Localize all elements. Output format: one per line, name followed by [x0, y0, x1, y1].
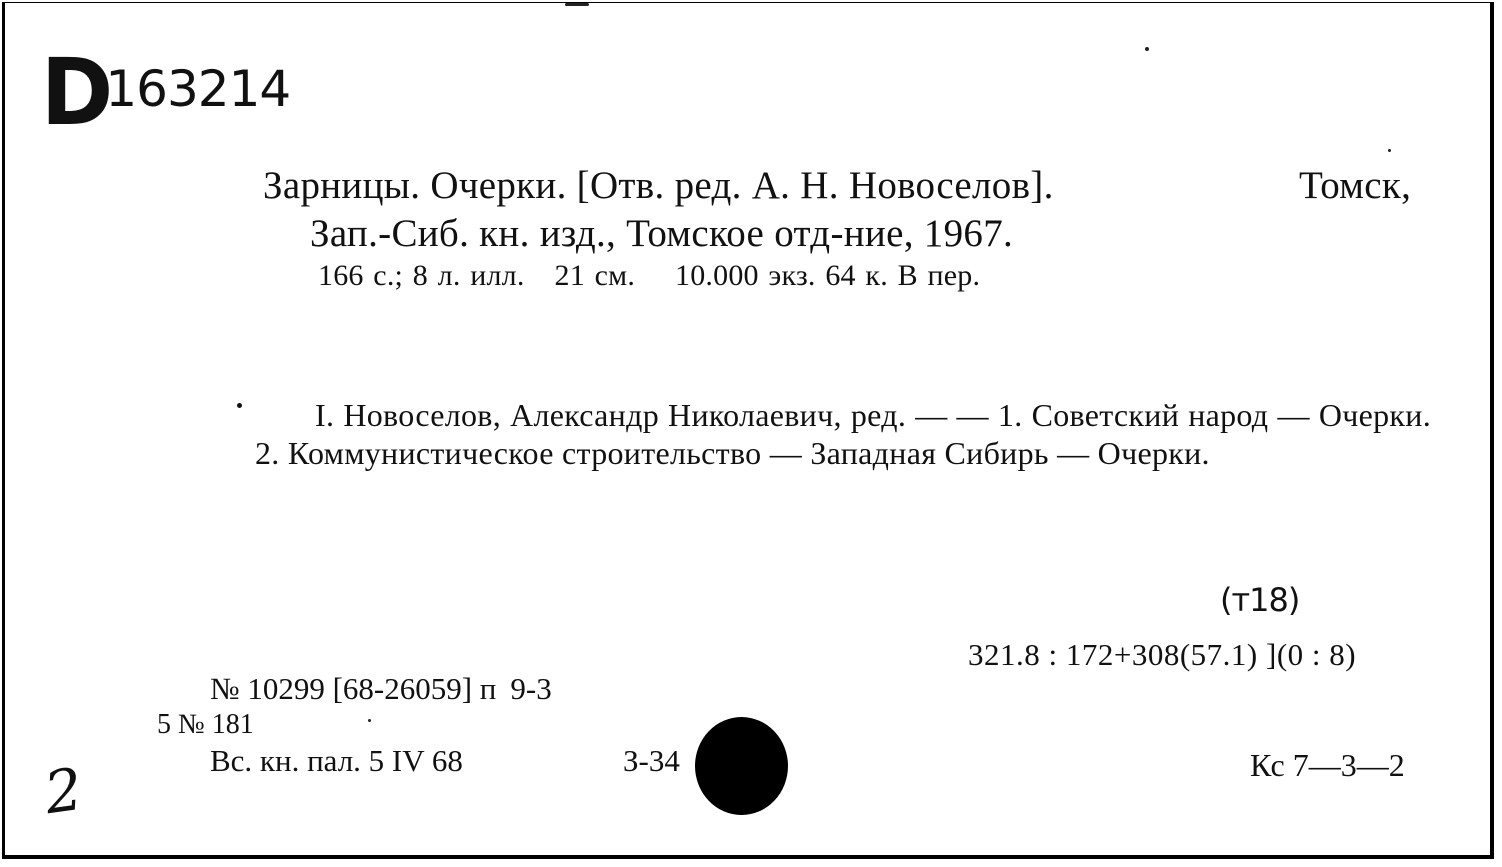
page-count: 166 с.; 8 л. илл.	[318, 259, 525, 292]
tracings-text: I. Новоселов, Александр Николаевич, ред. — — 1. Советский народ — Очерки. 2. Коммунистическое строительство — Западная Сибирь — Очерки.	[255, 397, 1431, 471]
registry-code: З-34	[623, 743, 680, 778]
order-number	[210, 671, 552, 707]
scan-speck	[1388, 149, 1391, 152]
classification-code: 321.8 : 172+308(57.1) ](0 : 8)	[968, 637, 1357, 672]
call-number-letter: D	[40, 39, 110, 146]
copy-count: 5 № 181	[157, 709, 254, 740]
handwritten-note: (т18)	[1220, 581, 1300, 619]
punch-hole	[695, 717, 788, 815]
call-number	[39, 39, 291, 146]
publication-city: Томск,	[1299, 164, 1412, 207]
call-number-digits: 163214	[105, 60, 291, 118]
publisher-statement: Зап.-Сиб. кн. изд., Томское отд-ние, 1967.	[310, 212, 1014, 255]
book-size: 21 см.	[554, 259, 636, 292]
scan-speck	[1145, 47, 1149, 51]
title-statement: Зарницы. Очерки. [Отв. ред. А. Н. Новоселов].	[263, 164, 1054, 207]
scan-speck	[368, 719, 371, 722]
order-code: 9-3	[510, 671, 552, 706]
order-number-text: № 10299 [68-26059] п	[210, 671, 497, 706]
book-chamber-registry: Вс. кн. пал. 5 IV 68	[210, 743, 463, 778]
catalog-card	[2, 2, 1494, 859]
print-run-and-price: 10.000 экз. 64 к. В пер.	[675, 259, 981, 292]
card-code: Кс 7—3—2	[1250, 747, 1405, 783]
scan-speck	[565, 3, 589, 6]
physical-description	[318, 259, 980, 293]
tracings-paragraph	[255, 396, 1431, 472]
scan-dot	[237, 403, 242, 408]
handwritten-number: 2	[40, 754, 87, 828]
